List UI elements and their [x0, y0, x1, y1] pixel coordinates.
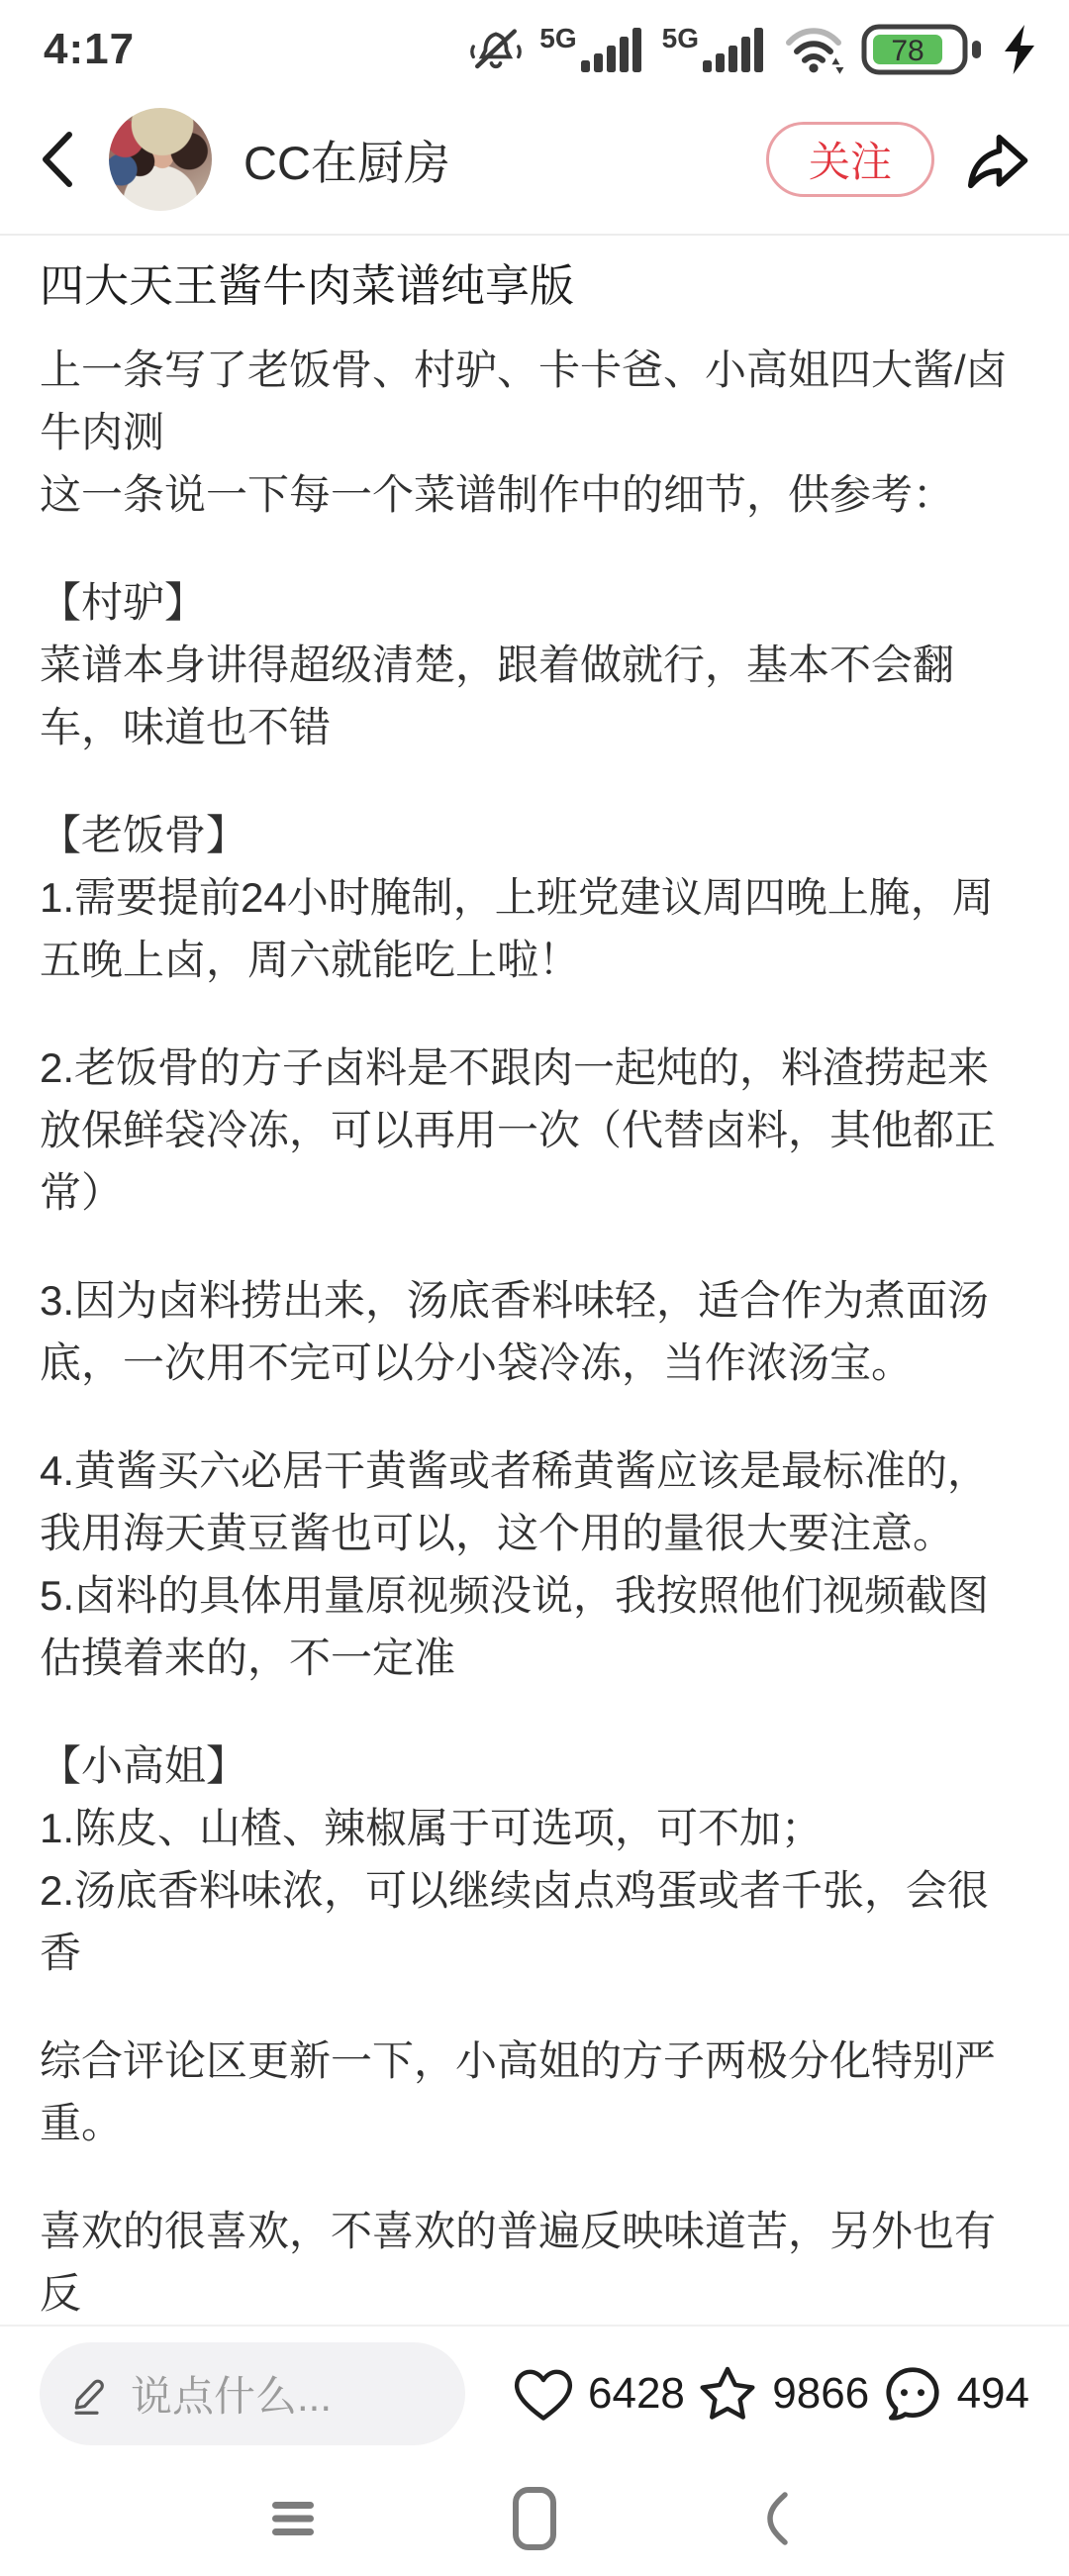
author-avatar[interactable] [109, 108, 212, 211]
chevron-left-icon [34, 129, 83, 190]
follow-button[interactable]: 关注 [766, 122, 934, 197]
status-bar [0, 0, 1069, 85]
chevron-back-icon [761, 2490, 791, 2547]
post-title: 四大天王酱牛肉菜谱纯享版 [40, 260, 575, 311]
post-paragraph: 这一条说一下每一个菜谱制作中的细节，供参考： [40, 471, 955, 518]
post-paragraph: 菜谱本身讲得超级清楚，跟着做就行，基本不会翻车，味道也不错 [40, 642, 955, 750]
share-button[interactable] [960, 126, 1035, 193]
android-nav-bar [0, 2461, 1069, 2576]
post-paragraph: 1.陈皮、山楂、辣椒属于可选项，可不加； [40, 1805, 824, 1851]
recents-button[interactable] [267, 2500, 319, 2537]
network-type-label: 5G [539, 23, 577, 53]
post-paragraph: 【老饭骨】 [40, 812, 248, 858]
post-paragraph: 5.卤料的具体用量原视频没说，我按照他们视频截图估摸着来的，不一定准 [40, 1572, 990, 1681]
post-paragraph: 4.黄酱买六必居干黄酱或者稀黄酱应该是最标准的，我用海天黄豆酱也可以，这个用的量很大要注意。 [40, 1447, 990, 1556]
post-paragraph: 喜欢的很喜欢，不喜欢的普遍反映味道苦，另外也有反 [40, 2208, 997, 2317]
signal-bars-icon [539, 23, 645, 72]
bottom-action-bar [0, 2325, 1069, 2461]
collect-button[interactable] [697, 2364, 869, 2424]
home-square-icon [512, 2486, 557, 2551]
bell-muted-icon [468, 24, 524, 75]
network-type-label-2: 5G [661, 23, 699, 53]
author-name[interactable]: CC在厨房 [243, 136, 450, 189]
battery-icon [861, 20, 984, 79]
forward-share-arrow-icon [960, 126, 1035, 193]
engagement-actions [513, 2363, 1029, 2425]
post-paragraph: 2.老饭骨的方子卤料是不跟肉一起炖的，料渣捞起来放保鲜袋冷冻，可以再用一次（代替卤料，其他都正常） [40, 1044, 997, 1216]
hamburger-recents-icon [271, 2500, 315, 2537]
lightning-bolt-icon [1000, 23, 1039, 76]
post-paragraph: 综合评论区更新一下，小高姐的方子两极分化特别严重。 [40, 2037, 997, 2146]
wifi-icon [784, 24, 845, 75]
clock: 4:17 [44, 25, 136, 73]
speech-bubble-icon [882, 2363, 943, 2425]
note-header [0, 85, 1069, 234]
star-outline-icon [697, 2364, 758, 2424]
like-count: 6428 [588, 2369, 685, 2418]
heart-outline-icon [513, 2365, 574, 2423]
comment-count: 494 [956, 2369, 1029, 2418]
pencil-edit-icon [69, 2373, 111, 2415]
back-button[interactable] [34, 115, 93, 204]
collect-count: 9866 [772, 2369, 870, 2418]
status-icons [468, 20, 1039, 79]
post-paragraph: 【小高姐】 [40, 1742, 248, 1789]
note-content [0, 236, 1069, 2325]
post-paragraph: 上一条写了老饭骨、村驴、卡卡爸、小高姐四大酱/卤牛肉测 [40, 347, 1008, 455]
home-button[interactable] [509, 2486, 560, 2551]
like-button[interactable] [513, 2365, 685, 2423]
signal-bars-icon-2 [661, 23, 768, 72]
nav-back-button[interactable] [750, 2490, 802, 2547]
comment-input[interactable] [40, 2342, 465, 2445]
comment-button[interactable] [882, 2363, 1029, 2425]
post-paragraph: 1.需要提前24小时腌制，上班党建议周四晚上腌，周五晚上卤，周六就能吃上啦！ [40, 874, 994, 983]
post-paragraph: 3.因为卤料捞出来，汤底香料味轻，适合作为煮面汤底，一次用不完可以分小袋冷冻，当作浓汤宝。 [40, 1277, 990, 1386]
comment-placeholder: 说点什么... [131, 2373, 333, 2420]
post-paragraph: 2.汤底香料味浓，可以继续卤点鸡蛋或者千张，会很香 [40, 1867, 990, 1976]
post-paragraph: 【村驴】 [40, 579, 207, 626]
post-body [40, 339, 1029, 2325]
battery-percent-text: 78 [891, 35, 924, 67]
